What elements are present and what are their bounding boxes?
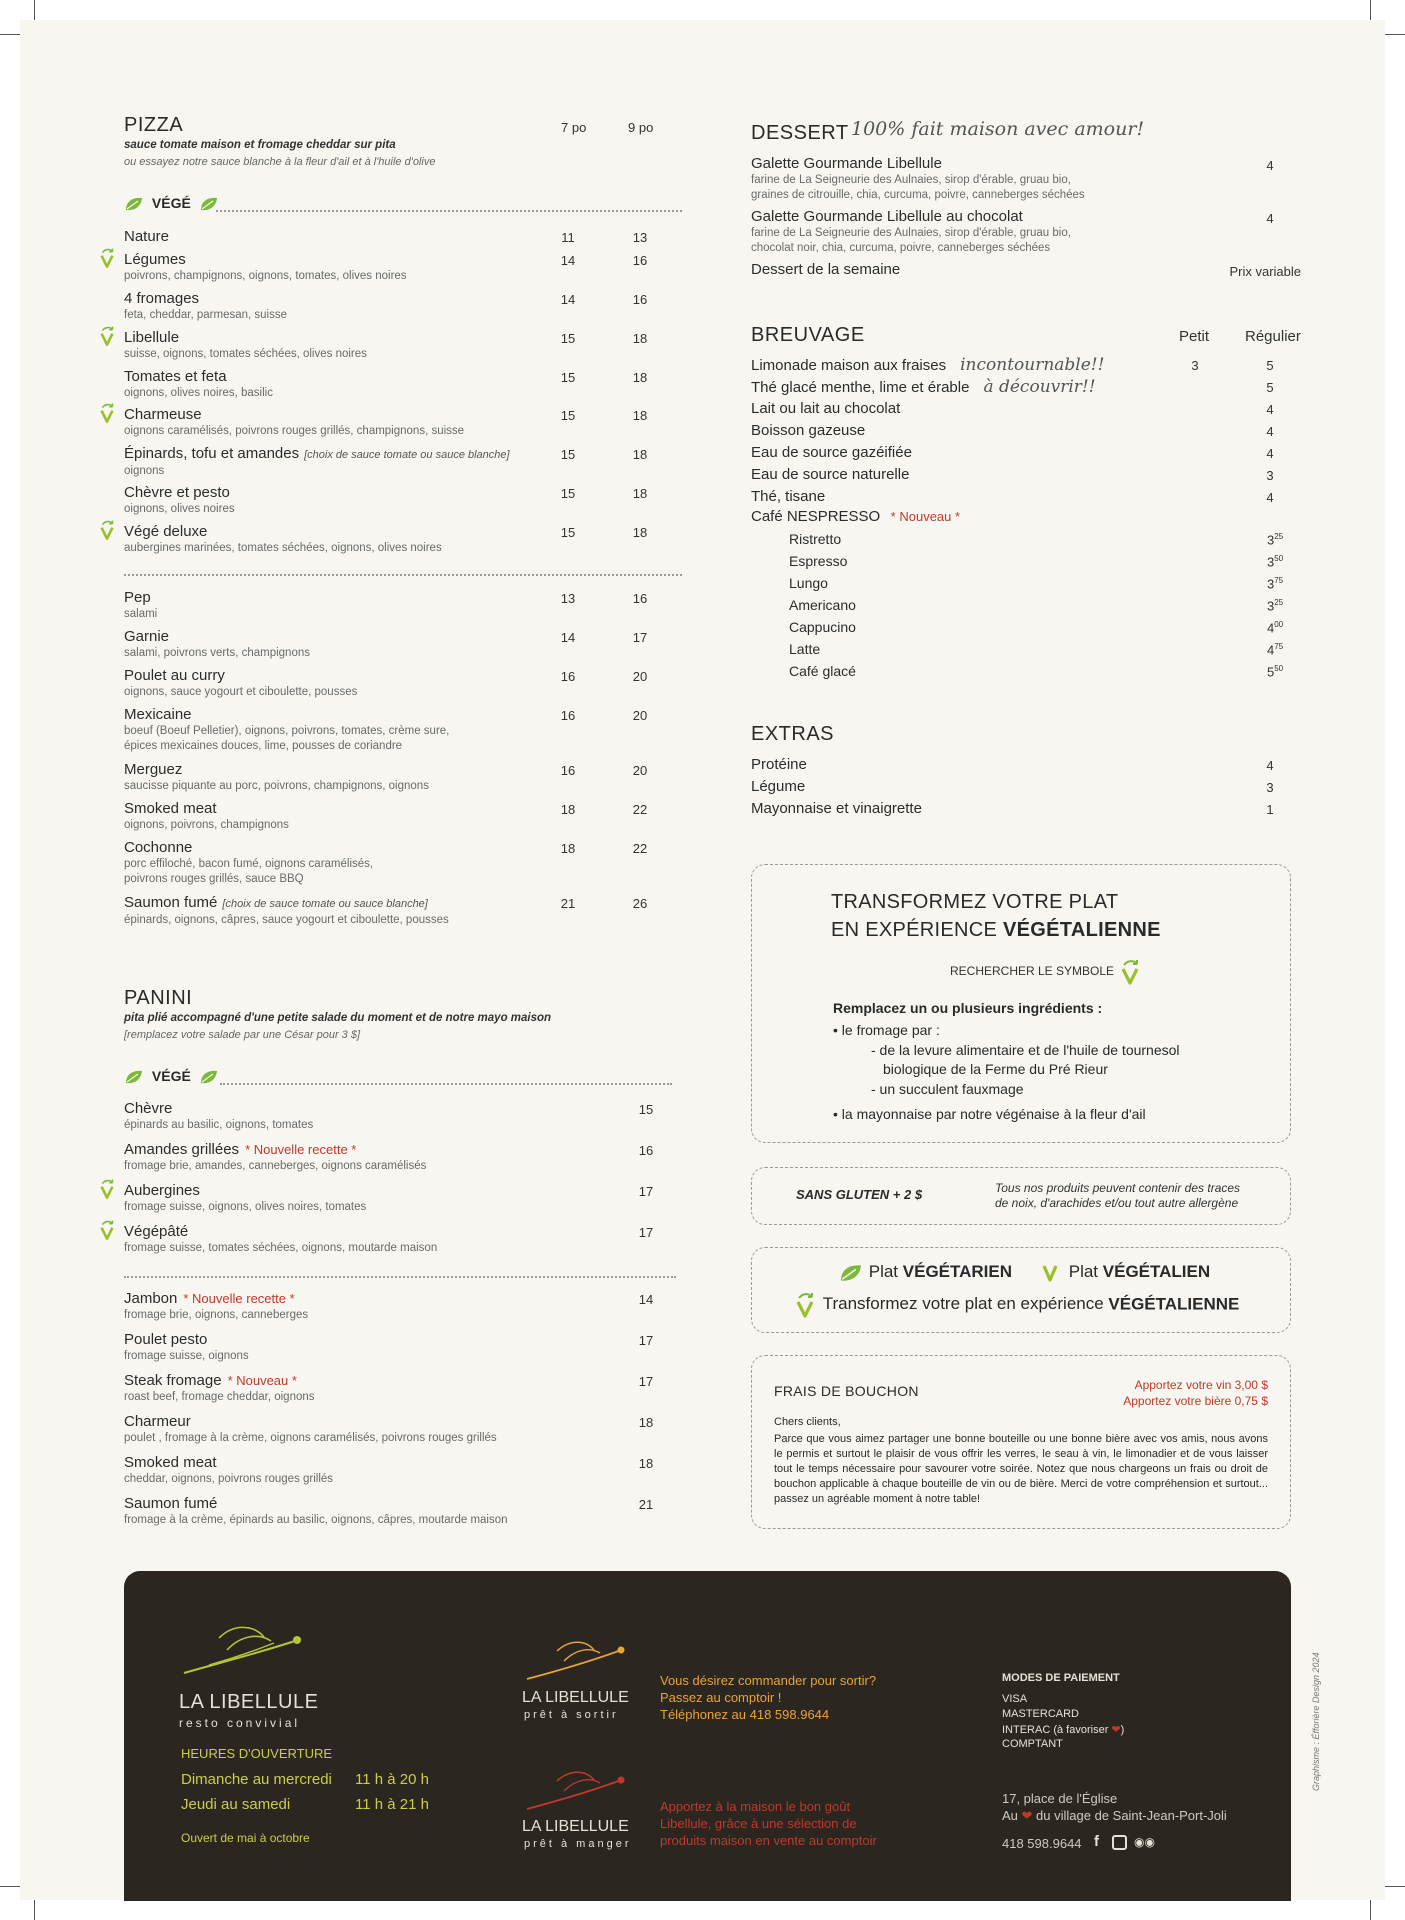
- price: 15: [638, 1102, 654, 1117]
- vegan-box-search-label: RECHERCHER LE SYMBOLE: [950, 964, 1115, 979]
- vegan-box-line2: [831, 919, 1161, 942]
- legend-vegan: [1042, 1262, 1210, 1282]
- item-desc: farine de La Seigneurie des Aulnaies, sirop d'érable, gruau bio,: [751, 174, 1071, 186]
- panini-subtitle-note: [remplacez votre salade par une César pour 3 $]: [124, 1029, 361, 1041]
- legend-vegetarian: [838, 1262, 1012, 1283]
- price-9po: 16: [632, 253, 648, 268]
- legend-box: [751, 1247, 1291, 1333]
- item-name: Thé, tisane: [751, 488, 826, 505]
- bouchon-title: FRAIS DE BOUCHON: [774, 1383, 919, 1399]
- price: 16: [638, 1143, 654, 1158]
- price: 18: [638, 1415, 654, 1430]
- item-desc: salami: [124, 608, 158, 620]
- item-desc: fromage suisse, tomates séchées, oignons, moutarde maison: [124, 1242, 438, 1254]
- price: 17: [638, 1333, 654, 1348]
- vegan-transform-icon: [100, 1178, 116, 1196]
- price-9po: 22: [632, 841, 648, 856]
- price: 14: [638, 1292, 654, 1307]
- cafe-item: Americano: [789, 597, 856, 613]
- price-7po: 15: [560, 486, 576, 501]
- item-tag: * Nouveau *: [227, 1373, 297, 1388]
- item-title-row: [124, 1454, 684, 1472]
- item-name: Chèvre: [124, 1100, 173, 1117]
- hours-days-2: Jeudi au samedi: [181, 1796, 291, 1813]
- price-regular: 5: [1266, 380, 1274, 395]
- pizza-title: PIZZA: [124, 114, 184, 136]
- vegan-box-replace-title: Remplacez un ou plusieurs ingrédients :: [833, 1000, 1103, 1016]
- item-name: Charmeuse: [124, 406, 202, 423]
- manger-sub: prêt à manger: [524, 1838, 632, 1850]
- cafe-item: Espresso: [789, 553, 848, 569]
- price-7po: 16: [560, 763, 576, 778]
- item-name: 4 fromages: [124, 290, 200, 307]
- price-9po: 16: [632, 292, 648, 307]
- panini-vege-header: [124, 1068, 219, 1085]
- price-7po: 11: [561, 230, 575, 245]
- instagram-icon[interactable]: [1112, 1835, 1127, 1850]
- sortir-sub: prêt à sortir: [524, 1709, 619, 1721]
- item-name: Saumon fumé: [124, 1495, 218, 1512]
- item-desc: fromage à la crème, épinards au basilic, oignons, câpres, moutarde maison: [124, 1514, 508, 1526]
- cafe-label: Café NESPRESSO: [751, 508, 881, 525]
- price: 17: [638, 1374, 654, 1389]
- item-note: [choix de sauce tomate ou sauce blanche]: [304, 449, 510, 461]
- panini-item: [124, 1182, 684, 1215]
- price-9po: 13: [632, 230, 648, 245]
- manger-line3: produits maison en vente au comptoir: [660, 1833, 877, 1848]
- item-desc: épinards, oignons, câpres, sauce yogourt et ciboulette, pousses: [124, 914, 449, 926]
- item-desc: épinards au basilic, oignons, tomates: [124, 1119, 314, 1131]
- extras-title: EXTRAS: [751, 723, 835, 745]
- item-title-row: [124, 1100, 684, 1118]
- dessert-script: 100% fait maison avec amour!: [851, 118, 1145, 140]
- item-name: Thé glacé menthe, lime et érable: [751, 379, 970, 396]
- address-line2: [1002, 1808, 1227, 1824]
- item-desc: salami, poivrons verts, champignons: [124, 647, 310, 659]
- price-cents: 75: [1274, 576, 1284, 585]
- item-name: Nature: [124, 228, 170, 245]
- item-name: Eau de source gazéifiée: [751, 444, 912, 461]
- item-title-row: [124, 1413, 684, 1431]
- item-name: Saumon fumé: [124, 894, 218, 911]
- item-name: Eau de source naturelle: [751, 466, 910, 483]
- price-whole: 3: [1267, 532, 1275, 548]
- extra-item: Protéine: [751, 756, 807, 773]
- price-7po: 14: [560, 253, 576, 268]
- panini-title: PANINI: [124, 987, 193, 1009]
- legend-transform-b: VÉGÉTALIENNE: [1108, 1294, 1240, 1314]
- dessert-title: DESSERT: [751, 122, 849, 144]
- cafe-item: Latte: [789, 641, 821, 657]
- price-regular: 4: [1266, 424, 1274, 439]
- hours-days-1: Dimanche au mercredi: [181, 1771, 332, 1788]
- item-desc-2: chocolat noir, chia, curcuma, poivre, canneberges séchées: [751, 242, 1051, 254]
- cafe-item: Lungo: [789, 575, 828, 591]
- hours-title: HEURES D'OUVERTURE: [181, 1746, 333, 1761]
- price-regular: 4: [1266, 490, 1274, 505]
- heart-icon: ❤: [1021, 1808, 1033, 1823]
- item-name: Lait ou lait au chocolat: [751, 400, 901, 417]
- footer-brand: LA LIBELLULE: [179, 1691, 319, 1713]
- vegan-box-bullet1a: - de la levure alimentaire et de l'huile de tournesol: [871, 1042, 1180, 1058]
- item-name: Galette Gourmande Libellule au chocolat: [751, 208, 1023, 225]
- heart-icon: ❤: [1111, 1724, 1121, 1736]
- extra-item: Mayonnaise et vinaigrette: [751, 800, 922, 817]
- vegan-transform-icon: [100, 402, 116, 420]
- price-7po: 15: [560, 447, 576, 462]
- price: Prix variable: [1229, 264, 1301, 279]
- pizza-subtitle: sauce tomate maison et fromage cheddar sur pita: [124, 139, 396, 151]
- price-9po: 18: [632, 525, 648, 540]
- pizza-vege-label: VÉGÉ: [151, 195, 191, 211]
- address-line2a: Au: [1002, 1808, 1022, 1823]
- item-desc: farine de La Seigneurie des Aulnaies, sirop d'érable, gruau bio,: [751, 227, 1071, 239]
- price-whole: 5: [1267, 664, 1275, 680]
- item-name: Tomates et feta: [124, 368, 227, 385]
- payment-interac-close: ): [1120, 1724, 1125, 1736]
- price-9po: 18: [632, 486, 648, 501]
- item-title-row: [124, 1223, 684, 1241]
- panini-item: [124, 1454, 684, 1487]
- price-7po: 13: [560, 591, 576, 606]
- price: 4: [1266, 758, 1274, 773]
- payment-title: MODES DE PAIEMENT: [1002, 1672, 1120, 1684]
- item-name: Smoked meat: [124, 800, 217, 817]
- panini-section: [124, 0, 684, 1560]
- item-desc: oignons caramélisés, poivrons rouges grillés, champignons, suisse: [124, 425, 465, 437]
- vegan-transform-icon: [100, 247, 116, 265]
- price: 18: [638, 1456, 654, 1471]
- manger-line2: Libellule, grâce à une sélection de: [660, 1816, 857, 1831]
- footer-brand-sub: resto convivial: [179, 1716, 301, 1730]
- vegan-box-bullet2: • la mayonnaise par notre végénaise à la fleur d'ail: [833, 1106, 1146, 1122]
- item-name: Pep: [124, 589, 151, 606]
- price-whole: 4: [1267, 620, 1275, 636]
- item-name: Libellule: [124, 329, 180, 346]
- facebook-icon[interactable]: f: [1094, 1833, 1099, 1850]
- vegan-box-line2b: VÉGÉTALIENNE: [1003, 919, 1161, 941]
- price-cents: 50: [1274, 664, 1284, 673]
- sortir-line1: Vous désirez commander pour sortir?: [660, 1673, 877, 1688]
- price-9po: 20: [632, 763, 648, 778]
- price-9po: 18: [632, 447, 648, 462]
- footer-phone: 418 598.9644: [1002, 1836, 1082, 1851]
- item-title-row: [124, 1372, 684, 1390]
- price-regular: 4: [1266, 446, 1274, 461]
- price-9po: 22: [632, 802, 648, 817]
- price-9po: 16: [632, 591, 648, 606]
- gluten-note2: de noix, d'arachides et/ou tout autre allergène: [995, 1196, 1239, 1210]
- price-9po: 18: [632, 370, 648, 385]
- item-script: incontournable!!: [960, 355, 1105, 375]
- price-regular: 3: [1266, 468, 1274, 483]
- price-9po: 26: [632, 896, 648, 911]
- price: 4: [1266, 211, 1274, 226]
- season-note: Ouvert de mai à octobre: [181, 1831, 310, 1845]
- panini-item: [124, 1413, 684, 1446]
- vegan-transform-icon: [1121, 959, 1139, 985]
- price-cents: 50: [1274, 554, 1284, 563]
- price-7po: 15: [560, 525, 576, 540]
- price-7po: 14: [560, 292, 576, 307]
- item-title-row: [124, 1141, 684, 1159]
- panini-item: [124, 1100, 684, 1133]
- item-name: Dessert de la semaine: [751, 261, 901, 278]
- cafe-item: Café glacé: [789, 663, 856, 679]
- legend-transform: [796, 1292, 1239, 1318]
- price-small: 3: [1191, 358, 1199, 373]
- item-name: Garnie: [124, 628, 170, 645]
- item-script: à découvrir!!: [983, 377, 1096, 397]
- item-desc: aubergines marinées, tomates séchées, oignons, olives noires: [124, 542, 442, 554]
- price: 1: [1266, 802, 1274, 817]
- item-name: Poulet pesto: [124, 1331, 208, 1348]
- pizza-col-7po: 7 po: [561, 120, 587, 135]
- panini-subtitle: pita plié accompagné d'une petite salade du moment et de notre mayo maison: [124, 1012, 552, 1024]
- payment-cash: COMPTANT: [1002, 1738, 1063, 1750]
- item-name: Boisson gazeuse: [751, 422, 866, 439]
- item-name: Épinards, tofu et amandes: [124, 445, 300, 462]
- price-7po: 18: [560, 802, 576, 817]
- item-desc: fromage suisse, oignons: [124, 1350, 249, 1362]
- price-9po: 18: [632, 331, 648, 346]
- price: 3: [1266, 780, 1274, 795]
- item-desc: oignons, olives noires: [124, 503, 235, 515]
- gluten-note1: Tous nos produits peuvent contenir des traces: [995, 1181, 1241, 1195]
- cafe-item: Ristretto: [789, 531, 842, 547]
- item-name: Cochonne: [124, 839, 193, 856]
- price-7po: 21: [560, 896, 576, 911]
- price-cents: 25: [1274, 532, 1284, 541]
- vegan-box-search: [950, 959, 1139, 985]
- item-desc: cheddar, oignons, poivrons rouges grillés: [124, 1473, 334, 1485]
- payment-visa: VISA: [1002, 1693, 1028, 1705]
- item-name: Limonade maison aux fraises: [751, 357, 947, 374]
- legend-vegan-a: Plat: [1068, 1262, 1103, 1281]
- divider: [220, 1083, 672, 1085]
- item-desc: feta, cheddar, parmesan, suisse: [124, 309, 288, 321]
- breuvage-title: BREUVAGE: [751, 324, 865, 346]
- tripadvisor-icon[interactable]: ◉◉: [1134, 1835, 1155, 1849]
- item-tag: * Nouvelle recette *: [245, 1142, 357, 1157]
- vegan-box-bullet1a2: biologique de la Ferme du Pré Rieur: [883, 1061, 1108, 1077]
- item-desc: boeuf (Boeuf Pelletier), oignons, poivrons, tomates, crème sure,: [124, 725, 450, 737]
- item-desc: fromage brie, oignons, canneberges: [124, 1309, 309, 1321]
- price-7po: 15: [560, 370, 576, 385]
- item-name: Merguez: [124, 761, 183, 778]
- price-cents: 75: [1274, 642, 1284, 651]
- item-title-row: [124, 1182, 684, 1200]
- vegan-transform-icon: [100, 1219, 116, 1237]
- bouchon-beer: Apportez votre bière 0,75 $: [1123, 1394, 1268, 1408]
- panini-vege-label: VÉGÉ: [151, 1068, 191, 1084]
- dragonfly-sortir-icon: [522, 1631, 632, 1686]
- item-name: Jambon: [124, 1290, 178, 1307]
- vegan-transform-icon: [796, 1292, 814, 1318]
- legend-vegan-b: VÉGÉTALIEN: [1102, 1262, 1211, 1281]
- price-9po: 17: [632, 630, 648, 645]
- payment-interac: [1002, 1723, 1124, 1736]
- item-tag: * Nouvelle recette *: [183, 1291, 295, 1306]
- hours-time-2: 11 h à 21 h: [355, 1796, 429, 1813]
- item-desc: porc effiloché, bacon fumé, oignons caramélisés,: [124, 858, 374, 870]
- price-whole: 4: [1267, 642, 1275, 658]
- pizza-col-9po: 9 po: [628, 120, 654, 135]
- item-desc-2: graines de citrouille, chia, curcuma, poivre, canneberges séchées: [751, 189, 1085, 201]
- dragonfly-manger-icon: [522, 1761, 632, 1816]
- price-regular: 4: [1266, 402, 1274, 417]
- item-desc: fromage suisse, oignons, olives noires, tomates: [124, 1201, 367, 1213]
- item-desc: suisse, oignons, tomates séchées, olives noires: [124, 348, 367, 360]
- manger-brand: LA LIBELLULE: [522, 1818, 629, 1835]
- address-line2b: du village de Saint-Jean-Port-Joli: [1032, 1808, 1227, 1823]
- price-7po: 16: [560, 669, 576, 684]
- vegan-transform-icon: [100, 325, 116, 343]
- price: 4: [1266, 158, 1274, 173]
- item-desc: saucisse piquante au porc, poivrons, champignons, oignons: [124, 780, 429, 792]
- sortir-brand: LA LIBELLULE: [522, 1689, 629, 1706]
- manger-line1: Apportez à la maison le bon goût: [660, 1799, 851, 1814]
- bouchon-wine: Apportez votre vin 3,00 $: [1134, 1378, 1268, 1392]
- panini-item: [124, 1141, 684, 1174]
- cafe-tag: * Nouveau *: [890, 509, 961, 524]
- payment-interac-label: INTERAC (à favoriser: [1002, 1724, 1109, 1736]
- price-7po: 18: [560, 841, 576, 856]
- gluten-box: [751, 1167, 1291, 1225]
- price-7po: 16: [560, 708, 576, 723]
- item-desc: oignons: [124, 465, 165, 477]
- vegan-transform-icon: [100, 519, 116, 537]
- gluten-label: SANS GLUTEN + 2 $: [796, 1187, 923, 1202]
- payment-mastercard: MASTERCARD: [1002, 1708, 1080, 1720]
- item-name: Végé deluxe: [124, 523, 208, 540]
- item-desc: oignons, sauce yogourt et ciboulette, pousses: [124, 686, 358, 698]
- panini-item: [124, 1495, 684, 1528]
- item-desc-2: épices mexicaines douces, lime, pousses de coriandre: [124, 740, 403, 752]
- price-cents: 25: [1274, 598, 1284, 607]
- price: 17: [638, 1184, 654, 1199]
- item-title-row: [124, 1495, 684, 1513]
- item-name: Smoked meat: [124, 1454, 217, 1471]
- item-desc: poivrons, champignons, oignons, tomates, olives noires: [124, 270, 407, 282]
- item-title-row: [124, 1290, 684, 1308]
- item-name: Galette Gourmande Libellule: [751, 155, 942, 172]
- item-desc: fromage brie, amandes, canneberges, oignons caramélisés: [124, 1160, 427, 1172]
- price: 17: [638, 1225, 654, 1240]
- item-name: Mexicaine: [124, 706, 192, 723]
- leaf-icon: [838, 1263, 864, 1283]
- hours-time-1: 11 h à 20 h: [355, 1771, 429, 1788]
- panini-item: [124, 1290, 684, 1323]
- item-name: Charmeur: [124, 1413, 191, 1430]
- price: 21: [638, 1497, 654, 1512]
- price-whole: 3: [1267, 598, 1275, 614]
- item-desc: poulet , fromage à la crème, oignons caramélisés, poivrons rouges grillés: [124, 1432, 497, 1444]
- bouchon-greeting: Chers clients,: [774, 1416, 841, 1428]
- leaf-icon: [124, 1069, 144, 1085]
- item-name: Steak fromage: [124, 1372, 222, 1389]
- vegan-box-bullet1: • le fromage par :: [833, 1022, 940, 1038]
- legend-vegetarian-b: VÉGÉTARIEN: [902, 1262, 1013, 1281]
- price-regular: 5: [1266, 358, 1274, 373]
- price-9po: 18: [632, 408, 648, 423]
- vegan-box-line2a: EN EXPÉRIENCE: [831, 919, 1004, 941]
- leaf-icon: [199, 1069, 219, 1085]
- price-9po: 20: [632, 708, 648, 723]
- price-whole: 3: [1267, 576, 1275, 592]
- item-desc: oignons, poivrons, champignons: [124, 819, 289, 831]
- extra-item: Légume: [751, 778, 806, 795]
- sortir-line3: Téléphonez au 418 598.9644: [660, 1707, 830, 1722]
- legend-transform-a: Transformez votre plat en expérience: [822, 1294, 1109, 1314]
- vegan-box-line1: TRANSFORMEZ VOTRE PLAT: [831, 891, 1119, 913]
- footer: [124, 1571, 1321, 1901]
- item-desc: oignons, olives noires, basilic: [124, 387, 273, 399]
- price-whole: 3: [1267, 554, 1275, 570]
- item-title-row: [124, 1331, 684, 1349]
- bouchon-body: Parce que vous aimez partager une bonne bouteille ou une bonne bière avec vos amis, nous avons le permis et surtout le plaisir de vous offrir les verres, le seau à vin, le limonadier et de vous laisser tout le temps nécessaire pour savourer votre soirée. Notez que nous chargeons un frais ou droit de bouchon applicable à chaque bouteille de vin ou de bière. Merci de votre compréhension et surtout... passez un agréable moment à notre table!: [774, 1433, 1268, 1505]
- address-line1: 17, place de l'Église: [1002, 1791, 1118, 1806]
- graphic-credit: Graphisme : Éfforière Design 2024: [1311, 1652, 1321, 1791]
- vegan-box-bullet1b: - un succulent fauxmage: [871, 1081, 1024, 1097]
- price-9po: 20: [632, 669, 648, 684]
- breuvage-col-petit: Petit: [1179, 328, 1210, 345]
- price-cents: 00: [1274, 620, 1284, 629]
- panini-item: [124, 1372, 684, 1405]
- cafe-item: Cappucino: [789, 619, 856, 635]
- panini-item: [124, 1331, 684, 1364]
- dragonfly-logo-icon: [179, 1613, 309, 1683]
- pizza-subtitle-note: ou essayez notre sauce blanche à la fleur d'ail et à l'huile d'olive: [124, 156, 436, 168]
- sortir-line2: Passez au comptoir !: [660, 1690, 782, 1705]
- divider: [124, 1276, 676, 1278]
- item-desc: roast beef, fromage cheddar, oignons: [124, 1391, 315, 1403]
- breuvage-col-regulier: Régulier: [1245, 328, 1301, 345]
- item-name: Amandes grillées: [124, 1141, 240, 1158]
- item-note: [choix de sauce tomate ou sauce blanche]: [222, 898, 428, 910]
- extras-section: [751, 0, 1311, 830]
- vegan-icon: [1042, 1264, 1058, 1282]
- panini-item: [124, 1223, 684, 1256]
- legend-vegetarian-a: Plat: [868, 1262, 903, 1281]
- item-name: Chèvre et pesto: [124, 484, 230, 501]
- item-desc-2: poivrons rouges grillés, sauce BBQ: [124, 873, 304, 885]
- price-7po: 15: [560, 408, 576, 423]
- bouchon-box: [751, 1355, 1291, 1529]
- vegan-transform-box: [751, 864, 1291, 1143]
- item-name: Aubergines: [124, 1182, 200, 1199]
- item-name: Poulet au curry: [124, 667, 225, 684]
- item-name: Végépâté: [124, 1223, 189, 1240]
- item-name: Légumes: [124, 251, 186, 268]
- price-7po: 14: [560, 630, 576, 645]
- price-7po: 15: [560, 331, 576, 346]
